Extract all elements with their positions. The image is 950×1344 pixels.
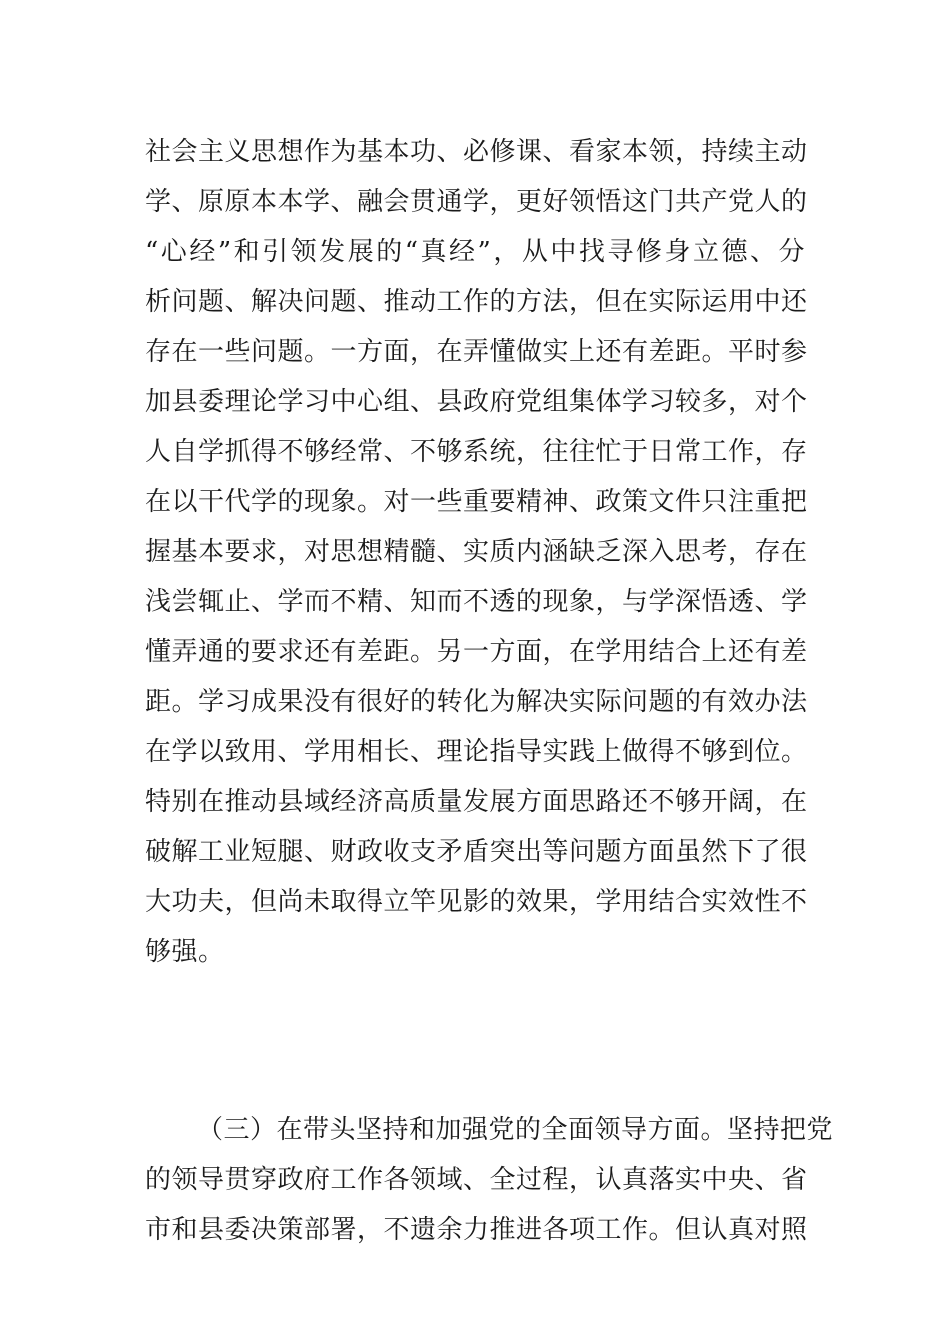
paragraph-1-line-10: 浅尝辄止、学而不精、知而不透的现象，与学深悟透、学	[145, 587, 808, 617]
paragraph-1-line-16: 大功夫，但尚未取得立竿见影的效果，学用结合实效性不	[145, 887, 808, 917]
paragraph-1-line-9: 握基本要求，对思想精髓、实质内涵缺乏深入思考，存在	[145, 537, 808, 567]
paragraph-1-line-6: 加县委理论学习中心组、县政府党组集体学习较多，对个	[145, 387, 808, 417]
paragraph-1-line-1: 社会主义思想作为基本功、必修课、看家本领，持续主动	[145, 137, 808, 167]
paragraph-1-line-12: 距。学习成果没有很好的转化为解决实际问题的有效办法	[145, 687, 808, 717]
paragraph-1-line-2: 学、原原本本学、融会贯通学，更好领悟这门共产党人的	[145, 187, 808, 217]
paragraph-2-line-1: （三）在带头坚持和加强党的全面领导方面。坚持把党	[197, 1115, 834, 1145]
paragraph-1-line-5: 存在一些问题。一方面，在弄懂做实上还有差距。平时参	[145, 337, 808, 367]
paragraph-1-line-4: 析问题、解决问题、推动工作的方法，但在实际运用中还	[145, 287, 808, 317]
paragraph-1-line-15: 破解工业短腿、财政收支矛盾突出等问题方面虽然下了很	[145, 837, 808, 867]
paragraph-2-line-2: 的领导贯穿政府工作各领域、全过程，认真落实中央、省	[145, 1165, 808, 1195]
paragraph-1-line-14: 特别在推动县域经济高质量发展方面思路还不够开阔，在	[145, 787, 808, 817]
paragraph-1-line-3: “心经”和引领发展的“真经”，从中找寻修身立德、分	[145, 237, 805, 267]
paragraph-2-line-3: 市和县委决策部署，不遗余力推进各项工作。但认真对照	[145, 1215, 808, 1245]
paragraph-1-line-11: 懂弄通的要求还有差距。另一方面，在学用结合上还有差	[145, 637, 808, 667]
paragraph-1-line-13: 在学以致用、学用相长、理论指导实践上做得不够到位。	[145, 737, 808, 767]
paragraph-1-line-17: 够强。	[145, 937, 225, 967]
paragraph-1-line-8: 在以干代学的现象。对一些重要精神、政策文件只注重把	[145, 487, 808, 517]
paragraph-1-line-7: 人自学抓得不够经常、不够系统，往往忙于日常工作，存	[145, 437, 808, 467]
